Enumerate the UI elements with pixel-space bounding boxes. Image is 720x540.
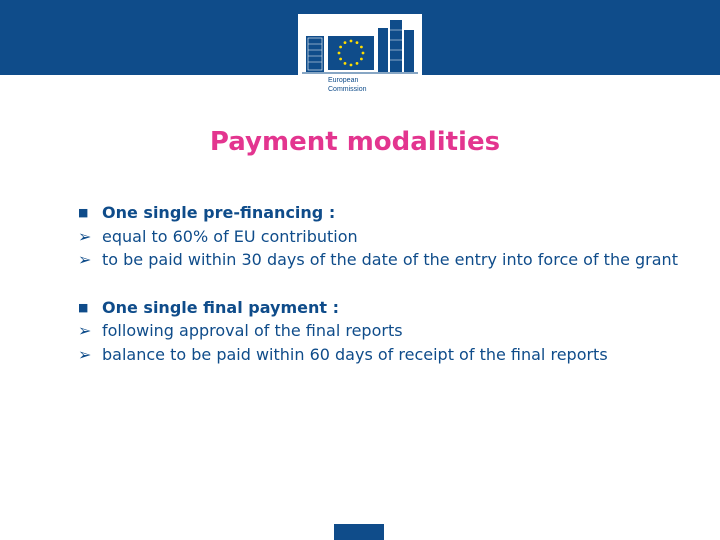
slide-body	[78, 201, 698, 366]
berlaymont-building-icon	[298, 14, 422, 76]
logo-line-1: European	[328, 77, 359, 84]
arrow-bullet-icon: ➢	[78, 344, 92, 364]
arrow-bullet-icon: ➢	[78, 250, 92, 269]
list-item	[78, 248, 698, 272]
list-item	[78, 319, 698, 343]
logo-wordmark	[328, 76, 367, 94]
list-item-text: to be paid within 30 days of the date of the entry into force of the grant	[102, 250, 678, 269]
list-item-text: balance to be paid within 60 days of receipt of the final reports	[102, 344, 608, 364]
list-item-text: following approval of the final reports	[102, 321, 403, 340]
list-item	[78, 225, 698, 249]
section-spacer	[78, 272, 698, 296]
section-heading	[78, 201, 698, 225]
section-heading-text: One single final payment :	[102, 297, 339, 317]
list-item	[78, 343, 698, 367]
footer-bar	[334, 524, 384, 540]
logo-line-2: Commission	[328, 86, 367, 93]
square-bullet-icon: ■	[78, 300, 89, 314]
list-item-text: equal to 60% of EU contribution	[102, 226, 358, 246]
section-heading	[78, 296, 698, 320]
arrow-bullet-icon: ➢	[78, 321, 92, 340]
square-bullet-icon: ■	[78, 206, 89, 219]
arrow-bullet-icon: ➢	[78, 226, 92, 246]
slide-title: Payment modalities	[209, 127, 501, 157]
european-commission-logo	[298, 14, 422, 100]
section-heading-text: One single pre-financing :	[102, 203, 336, 222]
